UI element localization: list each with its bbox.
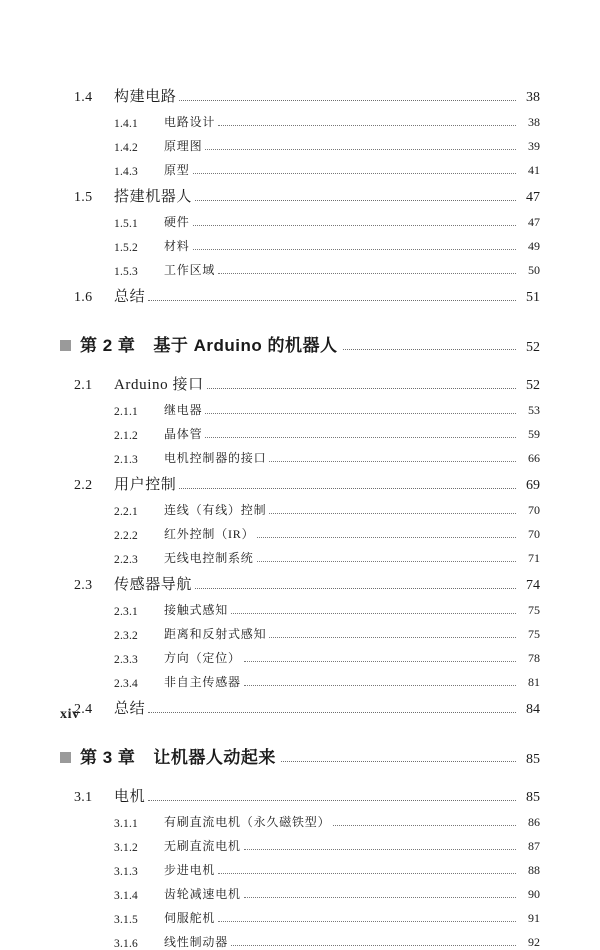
toc-section-row[interactable] <box>60 78 540 106</box>
section-number: 2.2.1 <box>114 506 138 518</box>
chapter-title: 让机器人动起来 <box>153 748 276 767</box>
dot-leader <box>244 896 516 898</box>
toc-section-row[interactable] <box>60 366 540 394</box>
toc-section-row[interactable] <box>60 278 540 306</box>
dot-leader <box>231 612 516 614</box>
page-number: 51 <box>526 290 540 305</box>
section-number: 2.3.4 <box>114 678 138 690</box>
dot-leader <box>179 487 516 489</box>
page-number: 39 <box>528 139 540 153</box>
toc-subsection-row[interactable] <box>60 254 540 278</box>
dot-leader <box>207 387 516 389</box>
page-number: 50 <box>528 263 540 277</box>
spacer <box>60 356 540 366</box>
page-number: 75 <box>528 627 540 641</box>
dot-leader <box>218 124 516 126</box>
dot-leader <box>205 148 516 150</box>
toc-subsection-row[interactable] <box>60 154 540 178</box>
section-number: 2.2 <box>74 478 93 493</box>
toc-subsection-row[interactable] <box>60 854 540 878</box>
toc-subsection-row[interactable] <box>60 394 540 418</box>
dot-leader <box>205 412 516 414</box>
page-number: 59 <box>528 427 540 441</box>
section-title: 无刷直流电机 <box>164 839 241 853</box>
page-number: 81 <box>528 675 540 689</box>
page-number: 52 <box>526 340 540 355</box>
section-title: 线性制动器 <box>164 935 229 949</box>
dot-leader <box>148 711 516 713</box>
toc-subsection-row[interactable] <box>60 442 540 466</box>
section-title: 方向（定位） <box>164 651 241 665</box>
section-number: 2.3.2 <box>114 630 138 642</box>
toc-section-row[interactable] <box>60 178 540 206</box>
section-number: 3.1.3 <box>114 866 138 878</box>
toc-subsection-row[interactable] <box>60 106 540 130</box>
section-number: 2.1 <box>74 378 93 393</box>
toc-subsection-row[interactable] <box>60 666 540 690</box>
section-title: 连线（有线）控制 <box>164 503 267 517</box>
section-title: 有刷直流电机（永久磁铁型） <box>164 815 331 829</box>
chapter-label: 第 2 章 <box>80 336 136 355</box>
section-number: 1.4.2 <box>114 142 138 154</box>
page-number: 38 <box>528 115 540 129</box>
section-title: 构建电路 <box>114 89 177 105</box>
toc-section-row[interactable] <box>60 566 540 594</box>
dot-leader <box>193 224 516 226</box>
page-number: 70 <box>528 503 540 517</box>
page-number: 70 <box>528 527 540 541</box>
page-number: 66 <box>528 451 540 465</box>
page-number: 85 <box>526 790 540 805</box>
page-number: 75 <box>528 603 540 617</box>
section-title: 传感器导航 <box>114 577 193 593</box>
section-title: 晶体管 <box>164 427 203 441</box>
page-number: 86 <box>528 815 540 829</box>
toc-chapter-row[interactable] <box>60 316 540 356</box>
section-number: 2.2.3 <box>114 554 138 566</box>
page-number: 92 <box>528 935 540 949</box>
toc-subsection-row[interactable] <box>60 830 540 854</box>
section-number: 3.1.2 <box>114 842 138 854</box>
toc-subsection-row[interactable] <box>60 206 540 230</box>
section-number: 2.1.1 <box>114 406 138 418</box>
dot-leader <box>244 684 516 686</box>
page-number: 78 <box>528 651 540 665</box>
section-number: 3.1.5 <box>114 914 138 926</box>
chapter-label: 第 3 章 <box>80 748 136 767</box>
dot-leader <box>257 560 516 562</box>
section-number: 2.3.1 <box>114 606 138 618</box>
dot-leader <box>218 872 516 874</box>
toc-subsection-row[interactable] <box>60 130 540 154</box>
section-title: 总结 <box>114 701 146 717</box>
toc-subsection-row[interactable] <box>60 542 540 566</box>
section-title: 电机 <box>114 789 146 805</box>
section-title: 工作区域 <box>164 263 216 277</box>
dot-leader <box>193 248 516 250</box>
section-title: 材料 <box>164 239 190 253</box>
section-number: 2.4 <box>74 702 93 717</box>
toc-subsection-row[interactable] <box>60 494 540 518</box>
section-title: 齿轮减速电机 <box>164 887 241 901</box>
page-number: 47 <box>526 190 540 205</box>
page-number: 52 <box>526 378 540 393</box>
dot-leader <box>257 536 516 538</box>
chapter-square-icon <box>60 752 71 763</box>
section-number: 1.4.1 <box>114 118 138 130</box>
section-title: 搭建机器人 <box>114 189 193 205</box>
dot-leader <box>218 920 516 922</box>
toc-section-row[interactable] <box>60 466 540 494</box>
section-number: 1.5 <box>74 190 93 205</box>
toc-subsection-row[interactable] <box>60 806 540 830</box>
section-title: 原理图 <box>164 139 203 153</box>
dot-leader <box>195 587 516 589</box>
table-of-contents <box>60 78 540 950</box>
section-number: 1.5.2 <box>114 242 138 254</box>
page-folio: xiv <box>60 707 80 722</box>
toc-subsection-row[interactable] <box>60 594 540 618</box>
section-title: 继电器 <box>164 403 203 417</box>
toc-subsection-row[interactable] <box>60 878 540 902</box>
page-number: 41 <box>528 163 540 177</box>
dot-leader <box>269 460 516 462</box>
dot-leader <box>269 512 516 514</box>
toc-subsection-row[interactable] <box>60 902 540 926</box>
dot-leader <box>269 636 516 638</box>
page-number: 69 <box>526 478 540 493</box>
dot-leader <box>148 799 516 801</box>
section-number: 2.1.2 <box>114 430 138 442</box>
page-number: 49 <box>528 239 540 253</box>
chapter-title: 基于 Arduino 的机器人 <box>153 336 338 355</box>
section-number: 1.4.3 <box>114 166 138 178</box>
dot-leader <box>231 944 516 946</box>
section-number: 1.5.3 <box>114 266 138 278</box>
section-title: Arduino 接口 <box>114 377 204 393</box>
spacer <box>60 768 540 778</box>
page-number: 47 <box>528 215 540 229</box>
dot-leader <box>244 848 516 850</box>
page-number: 85 <box>526 752 540 767</box>
dot-leader <box>333 824 516 826</box>
section-number: 1.5.1 <box>114 218 138 230</box>
toc-section-row[interactable] <box>60 778 540 806</box>
toc-subsection-row[interactable] <box>60 518 540 542</box>
section-title: 伺服舵机 <box>164 911 216 925</box>
section-number: 2.3.3 <box>114 654 138 666</box>
section-title: 总结 <box>114 289 146 305</box>
page-number: 88 <box>528 863 540 877</box>
section-number: 2.3 <box>74 578 93 593</box>
section-title: 非自主传感器 <box>164 675 241 689</box>
dot-leader <box>148 299 516 301</box>
dot-leader <box>244 660 516 662</box>
dot-leader <box>218 272 516 274</box>
dot-leader <box>205 436 516 438</box>
page-number: 90 <box>528 887 540 901</box>
dot-leader <box>179 99 516 101</box>
toc-subsection-row[interactable] <box>60 642 540 666</box>
section-title: 用户控制 <box>114 477 177 493</box>
page-number: 91 <box>528 911 540 925</box>
section-number: 3.1 <box>74 790 93 805</box>
section-number: 3.1.4 <box>114 890 138 902</box>
page-number: 74 <box>526 578 540 593</box>
page-number: 71 <box>528 551 540 565</box>
toc-chapter-row[interactable] <box>60 728 540 768</box>
section-number: 3.1.1 <box>114 818 138 830</box>
section-number: 2.2.2 <box>114 530 138 542</box>
section-title: 接触式感知 <box>164 603 229 617</box>
page-number: 84 <box>526 702 540 717</box>
section-title: 原型 <box>164 163 190 177</box>
section-title: 电机控制器的接口 <box>164 451 267 465</box>
section-title: 电路设计 <box>164 115 216 129</box>
page-number: 87 <box>528 839 540 853</box>
toc-section-row[interactable] <box>60 690 540 718</box>
section-title: 距离和反射式感知 <box>164 627 267 641</box>
toc-subsection-row[interactable] <box>60 418 540 442</box>
dot-leader <box>193 172 516 174</box>
section-number: 1.4 <box>74 90 93 105</box>
section-title: 红外控制（IR） <box>164 527 255 541</box>
section-number: 1.6 <box>74 290 93 305</box>
dot-leader <box>343 348 516 350</box>
section-number: 3.1.6 <box>114 938 138 950</box>
section-title: 硬件 <box>164 215 190 229</box>
dot-leader <box>195 199 516 201</box>
section-title: 步进电机 <box>164 863 216 877</box>
section-title: 无线电控制系统 <box>164 551 254 565</box>
section-number: 2.1.3 <box>114 454 138 466</box>
toc-subsection-row[interactable] <box>60 926 540 950</box>
chapter-square-icon <box>60 340 71 351</box>
page-number: 38 <box>526 90 540 105</box>
page-number: 53 <box>528 403 540 417</box>
toc-subsection-row[interactable] <box>60 230 540 254</box>
toc-subsection-row[interactable] <box>60 618 540 642</box>
